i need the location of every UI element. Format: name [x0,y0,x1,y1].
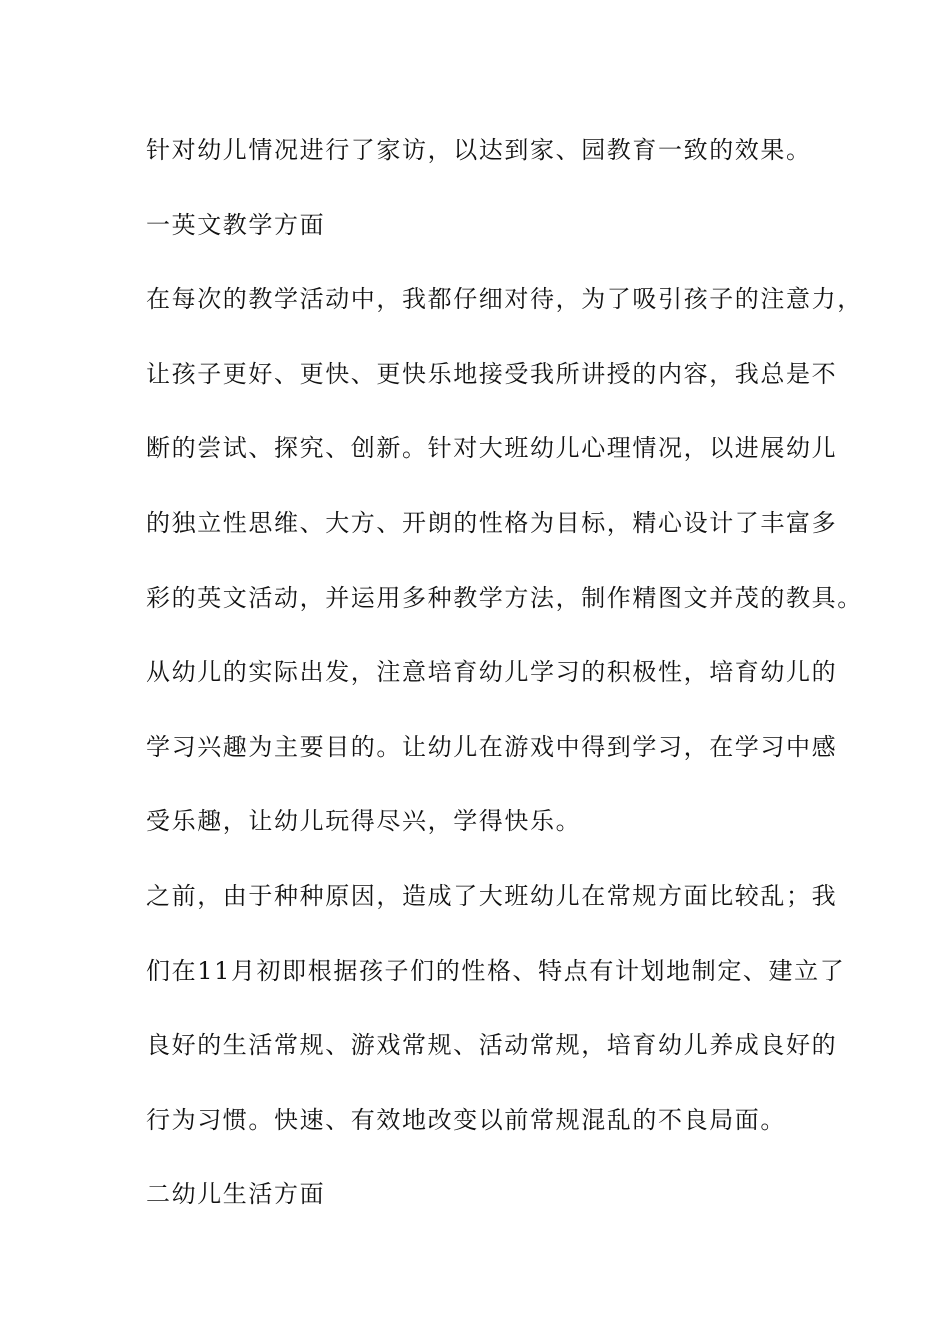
text-line: 学习兴趣为主要目的。让幼儿在游戏中得到学习，在学习中感 [146,732,838,761]
text-line: 们在11月初即根据孩子们的性格、特点有计划地制定、建立了 [146,956,846,985]
text-line: 之前，由于种种原因，造成了大班幼儿在常规方面比较乱；我 [146,881,838,910]
text-line: 从幼儿的实际出发，注意培育幼儿学习的积极性，培育幼儿的 [146,658,838,687]
section-heading: 一英文教学方面 [146,210,326,239]
text-line: 断的尝试、探究、创新。针对大班幼儿心理情况，以进展幼儿 [146,434,838,463]
text-line: 针对幼儿情况进行了家访，以达到家、园教育一致的效果。 [146,136,812,164]
text-line: 让孩子更好、更快、更快乐地接受我所讲授的内容，我总是不 [146,359,838,388]
text-line: 受乐趣，让幼儿玩得尽兴，学得快乐。 [146,807,582,836]
text-line: 在每次的教学活动中，我都仔细对待，为了吸引孩子的注意力， [146,285,863,314]
section-heading: 二幼儿生活方面 [146,1180,326,1209]
text-line: 的独立性思维、大方、开朗的性格为目标，精心设计了丰富多 [146,508,838,537]
document-body [146,132,863,1214]
text-line: 彩的英文活动，并运用多种教学方法，制作精图文并茂的教具。 [146,583,863,612]
text-line: 行为习惯。快速、有效地改变以前常规混乱的不良局面。 [146,1105,786,1134]
text-line: 良好的生活常规、游戏常规、活动常规，培育幼儿养成良好的 [146,1031,838,1060]
